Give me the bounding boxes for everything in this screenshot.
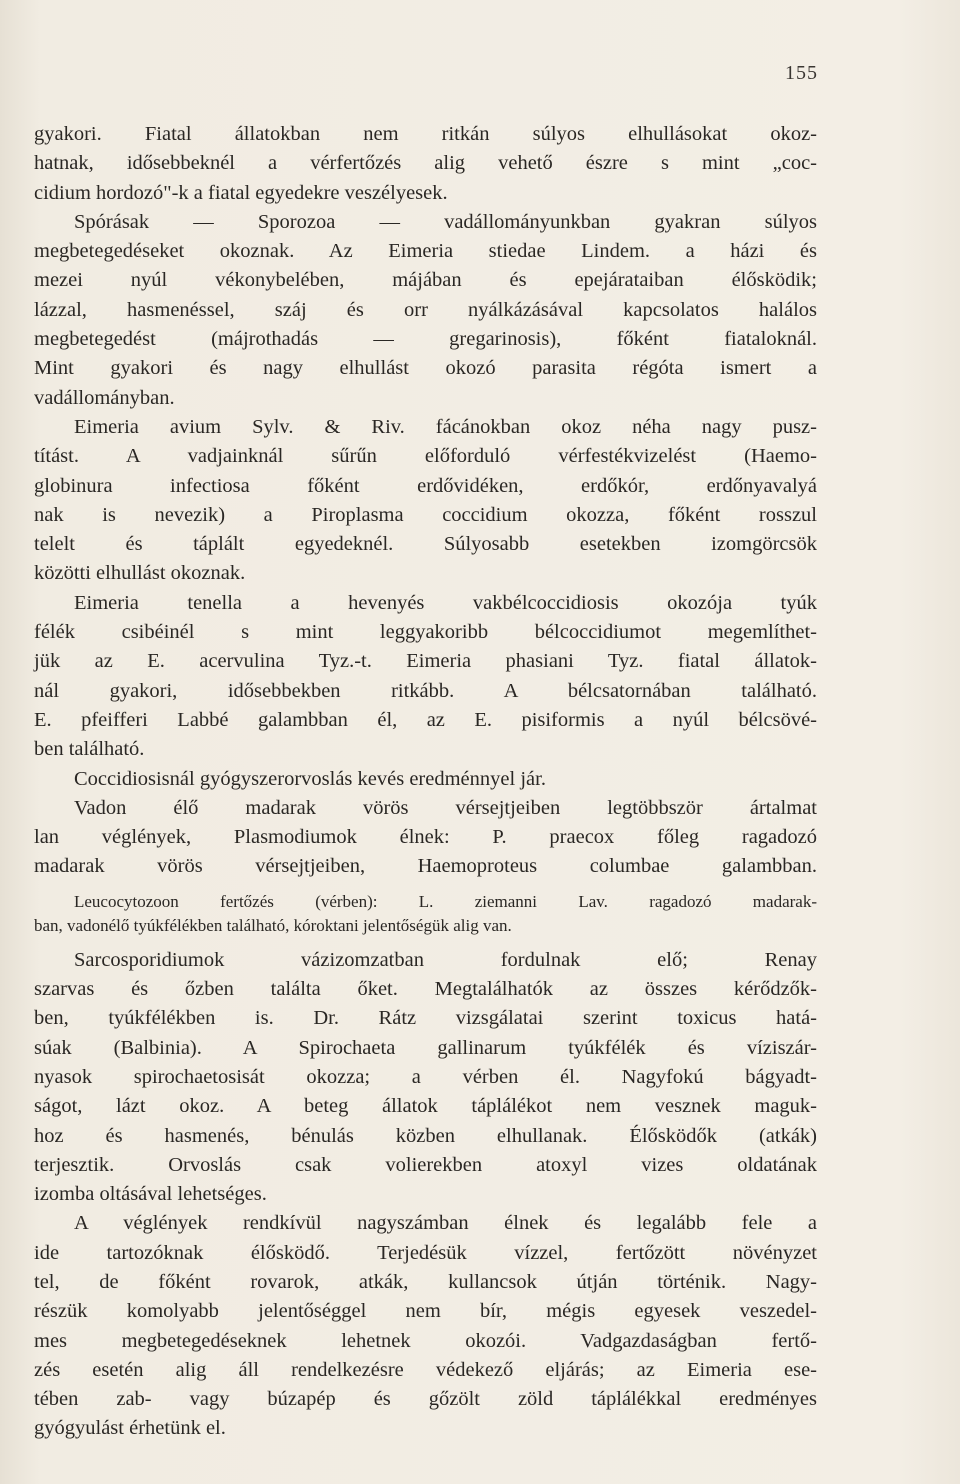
text-line: ben található. — [34, 738, 145, 761]
text-line: ide tartozóknak élősködő. Terjedésük vízzel, fertőzött növényzet — [34, 1241, 817, 1264]
text-line: Eimeria tenella a heveny​és vakbélcoccidiosis okozója tyúk — [74, 591, 817, 614]
text-line: vadállományban. — [34, 386, 175, 409]
text-line: szarvas és őzben találta őket. Megtalálhatók az összes kérődzők- — [34, 978, 817, 1001]
text-line: részük komolyabb jelentőséggel nem bír, mégis egyesek veszedel- — [34, 1300, 817, 1323]
text-line: tel, de főként rovarok, atkák, kullancsok útján történik. Nagy- — [34, 1270, 817, 1293]
text-line: globinura infectiosa főként erdővidéken, erdőkór, erdőnyavalyá — [34, 474, 817, 497]
text-line: Spórásak — Sporozoa — vadállományunkban gyakran súlyos — [74, 210, 817, 233]
text-line: mes megbetegedéseknek lehetnek okozói. Vadgazdaságban fertő- — [34, 1329, 817, 1352]
text-line: nyasok spirochaetosisát okozza; a vérben él. Nagyfokú bágyadt- — [34, 1065, 817, 1088]
text-line: cidium hordozó"-k a fiatal egyedekre veszélyesek. — [34, 181, 448, 204]
text-line: ságot, lázt okoz. A beteg állatok táplálékot nem vesznek maguk- — [34, 1095, 817, 1118]
text-line: mezei nyúl vékonybelében, májában és epejárataiban élősködik; — [34, 269, 817, 292]
text-line: Mint gyakori és nagy elhullást okozó parasita régóta ismert a — [34, 357, 817, 380]
text-line: jük az E. acervulina Tyz.-t. Eimeria phasiani Tyz. fiatal állatok- — [34, 650, 817, 673]
text-line: nál gyakori, idősebbekben ritkább. A bélcsatornában található. — [34, 679, 817, 702]
text-line: hoz és hasmenés, bénulás közben elhullanak. Élősködők (atkák) — [34, 1124, 817, 1147]
text-line: közötti elhullást okoznak. — [34, 562, 246, 585]
text-line: E. pfeifferi Labbé galambban él, az E. pisiformis a nyúl bélcsövé- — [34, 708, 817, 731]
page-number: 155 — [785, 62, 818, 84]
text-line: Sarcosporidiumok vázizomzatban fordulnak elő; Renay — [74, 948, 817, 971]
text-line: tében zab- vagy búzapép és gőzölt zöld táplálékkal eredményes — [34, 1388, 817, 1411]
text-line: A véglények rendkívül nagyszámban élnek és legalább fele a — [74, 1212, 817, 1235]
small-print-line: ban, vadonélő tyúkfélékben található, kóroktani jelentőségük alig van. — [34, 915, 512, 935]
text-line: ben, tyúkfélékben is. Dr. Rátz vizsgálatai szerint toxicus hatá- — [34, 1007, 817, 1030]
text-line: hatnak, idősebbeknél a vérfertőzés alig vehető észre s mint „coc- — [34, 152, 817, 175]
text-line: lan véglények, Plasmodiumok élnek: P. praecox főleg ragadozó — [34, 826, 817, 849]
text-line: félék csibéinél s mint leggyakoribb bélcoccidiumot megemlíthet- — [34, 621, 817, 644]
small-print-line: Leucocytozoon fertőzés (vérben): L. ziemanni Lav. ragadozó madarak- — [74, 891, 817, 911]
text-line: madarak vörös vérsejtjeiben, Haemoproteus columbae galambban. — [34, 855, 817, 878]
text-line: títást. A vadjainknál sűrűn előforduló vérfestékvizelést (Haemo- — [34, 445, 817, 468]
body-text — [34, 120, 817, 1444]
text-line: gyakori. Fiatal állatokban nem ritkán súlyos elhullásokat okoz- — [34, 123, 817, 145]
text-line: lázzal, hasmenéssel, száj és orr nyálkázásával kapcsolatos halálos — [34, 298, 817, 321]
text-line: terjesztik. Orvoslás csak volierekben atoxyl vizes oldatának — [34, 1153, 817, 1176]
text-line: megbetegedést (májrothadás — gregarinosis), főként fiataloknál. — [34, 328, 817, 351]
text-line: megbetegedéseket okoznak. Az Eimeria stiedae Lindem. a házi és — [34, 240, 817, 263]
text-line: izomba oltásával lehetséges. — [34, 1183, 267, 1206]
text-line: zés esetén alig áll rendelkezésre védekező eljárás; az Eimeria ese- — [34, 1358, 817, 1381]
text-line: Coccidiosisnál gyógyszerorvoslás kevés eredménnyel jár. — [74, 767, 546, 790]
text-line: Vadon élő madarak vörös vérsejtjeiben legtöbbször ártalmat — [74, 796, 817, 819]
text-line: gyógyulást érhetünk el. — [34, 1417, 226, 1440]
text-line: telelt és táplált egyedeknél. Súlyosabb esetekben izomgörcsök — [34, 533, 817, 556]
text-line: Eimeria avium Sylv. & Riv. fácánokban okoz néha nagy pusz- — [74, 415, 817, 438]
text-line: nak is nevezik) a Piroplasma coccidium okozza, főként rosszul — [34, 503, 817, 526]
text-line: súak (Balbinia). A Spirochaeta gallinarum tyúkfélék és víziszár- — [34, 1036, 817, 1059]
